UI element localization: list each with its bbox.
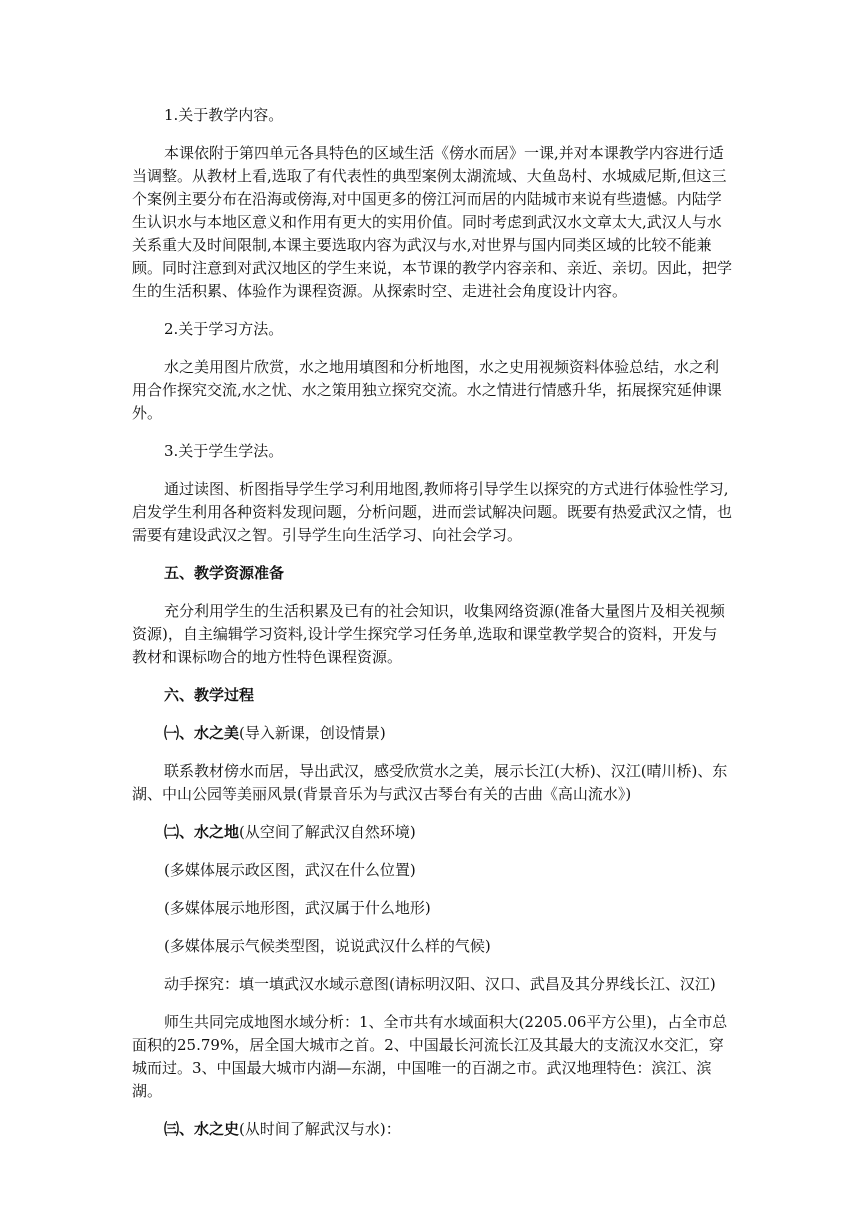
subheading-water-history-title: ㈢、水之史 [164,1120,240,1138]
paragraph-terrain-map: (多媒体展示地形图，武汉属于什么地形) [164,899,431,917]
subheading-water-beauty [132,722,732,745]
subheading-water-land-title: ㈡、水之地 [164,823,240,841]
paragraph-water-analysis: 师生共同完成地图水域分析：1、全市共有水域面积大(2205.06平方公里)，占全市总面积的25.79%，居全国大城市之首。2、中国最长河流长江及其最大的支流汉水交汇，穿城而过。3、中国最大城市内湖—东湖，中国唯一的百湖之市。武汉地理特色：滨江、滨湖。 [132,1013,728,1100]
section-heading-learning-method: 2.关于学习方法。 [164,320,284,338]
paragraph-water-beauty: 联系教材傍水而居，导出武汉，感受欣赏水之美，展示长江(大桥)、汉江(晴川桥)、东湖、中山公园等美丽风景(背景音乐为与武汉古琴台有关的古曲《高山流水》) [132,762,728,803]
paragraph-student-method: 通过读图、析图指导学生学习利用地图,教师将引导学生以探究的方式进行体验性学习,启发学生利用各种资料发现问题，分析问题，进而尝试解决问题。既要有热爱武汉之情，也需要有建设武汉之智。引导学生向生活学习、向社会学习。 [132,480,733,544]
subheading-water-history [132,1118,732,1141]
paragraph-teaching-content: 本课依附于第四单元各具特色的区域生活《傍水而居》一课,并对本课教学内容进行适当调整。从教材上看,选取了有代表性的典型案例太湖流域、大鱼岛村、水城威尼斯,但这三个案例主要分布在沿海或傍海,对中国更多的傍江河而居的内陆城市来说有些遗憾。内陆学生认识水与本地区意义和作用有更大的实用价值。同时考虑到武汉水文章太大,武汉人与水关系重大及时间限制,本课主要选取内容为武汉与水,对世界与国内同类区域的比较不能兼顾。同时注意到对武汉地区的学生来说，本节课的教学内容亲和、亲近、亲切。因此，把学生的生活积累、体验作为课程资源。从探索时空、走进社会角度设计内容。 [132,144,733,300]
paragraph-resources: 充分利用学生的生活积累及已有的社会知识，收集网络资源(准备大量图片及相关视频资源)，自主编辑学习资料,设计学生探究学习任务单,选取和课堂教学契合的资料，开发与教材和课标吻合的地方性特色课程资源。 [132,602,725,666]
section-heading-teaching-content: 1.关于教学内容。 [164,106,284,124]
section-heading-student-method: 3.关于学生学法。 [164,442,284,460]
heading-resources: 五、教学资源准备 [164,564,285,582]
paragraph-learning-method: 水之美用图片欣赏，水之地用填图和分析地图，水之史用视频资料体验总结，水之利用合作探究交流,水之忧、水之策用独立探究交流。水之情进行情感升华，拓展探究延伸课外。 [132,358,722,422]
subheading-water-land-note: (从空间了解武汉自然环境) [239,823,416,841]
paragraph-hands-on: 动手探究：填一填武汉水域示意图(请标明汉阳、汉口、武昌及其分界线长江、汉江) [164,975,716,993]
paragraph-climate-map: (多媒体展示气候类型图，说说武汉什么样的气候) [164,937,491,955]
paragraph-political-map: (多媒体展示政区图，武汉在什么位置) [164,861,416,879]
document-body [132,104,732,1141]
subheading-water-land [132,821,732,844]
subheading-water-beauty-title: ㈠、水之美 [164,724,240,742]
heading-process: 六、教学过程 [164,686,255,704]
subheading-water-beauty-note: (导入新课，创设情景) [239,724,386,742]
subheading-water-history-note: (从时间了解武汉与水)： [239,1120,401,1138]
